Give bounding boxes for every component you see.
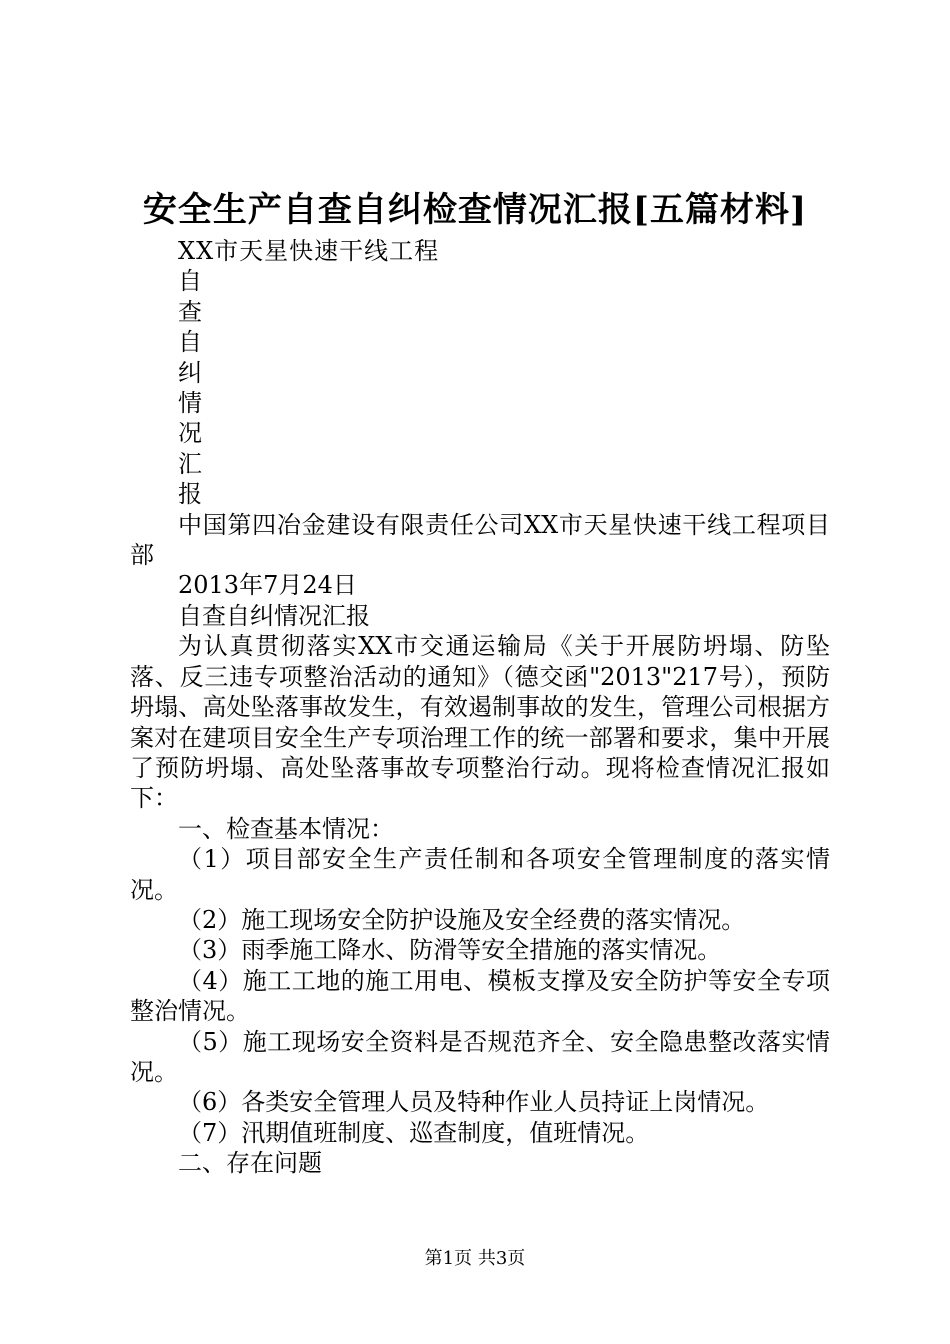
- list-item: （5）施工现场安全资料是否规范齐全、安全隐患整改落实情况。: [130, 1027, 830, 1086]
- list-item: （4）施工工地的施工用电、模板支撑及安全防护等安全专项整治情况。: [130, 966, 830, 1026]
- vertical-title-char: 报: [178, 480, 202, 509]
- vertical-title-char: 汇: [178, 449, 202, 478]
- company-name: 中国第四冶金建设有限责任公司XX市天星快速干线工程项目部: [130, 510, 830, 570]
- list-item: （1）项目部安全生产责任制和各项安全管理制度的落实情况。: [130, 845, 830, 904]
- list-item: （3）雨季施工降水、防滑等安全措施的落实情况。: [178, 936, 722, 965]
- list-item: （2）施工现场安全防护设施及安全经费的落实情况。: [178, 905, 746, 934]
- vertical-title-char: 自: [178, 328, 202, 357]
- list-item: （6）各类安全管理人员及特种作业人员持证上岗情况。: [178, 1088, 770, 1117]
- page-footer: 第1页 共3页: [424, 1248, 526, 1269]
- vertical-title-char: 自: [178, 267, 202, 296]
- vertical-title-char: 查: [178, 297, 202, 326]
- document-title: 安全生产自查自纠检查情况汇报[五篇材料]: [142, 190, 808, 230]
- project-name: XX市天星快速干线工程: [178, 237, 440, 265]
- vertical-title-char: 情: [178, 389, 202, 418]
- section-heading: 一、检查基本情况：: [178, 814, 394, 843]
- section-heading: 二、存在问题: [178, 1149, 322, 1178]
- intro-paragraph: 为认真贯彻落实XX市交通运输局《关于开展防坍塌、防坠落、反三违专项整治活动的通知》（德交函"2013"217号），预防坍塌、高处坠落事故发生，有效遏制事故的发生，管理公司根据方案对在建项目安全生产专项治理工作的统一部署和要求，集中开展了预防坍塌、高处坠落事故专项整治行动。现将检查情况汇报如下：: [130, 632, 830, 813]
- section-heading: 自查自纠情况汇报: [178, 601, 370, 630]
- vertical-title-char: 纠: [178, 358, 202, 387]
- report-date: 2013年7月24日: [178, 571, 357, 600]
- document-body: [130, 236, 830, 1179]
- list-item: （7）汛期值班制度、巡查制度，值班情况。: [178, 1118, 650, 1147]
- vertical-title-char: 况: [178, 419, 202, 448]
